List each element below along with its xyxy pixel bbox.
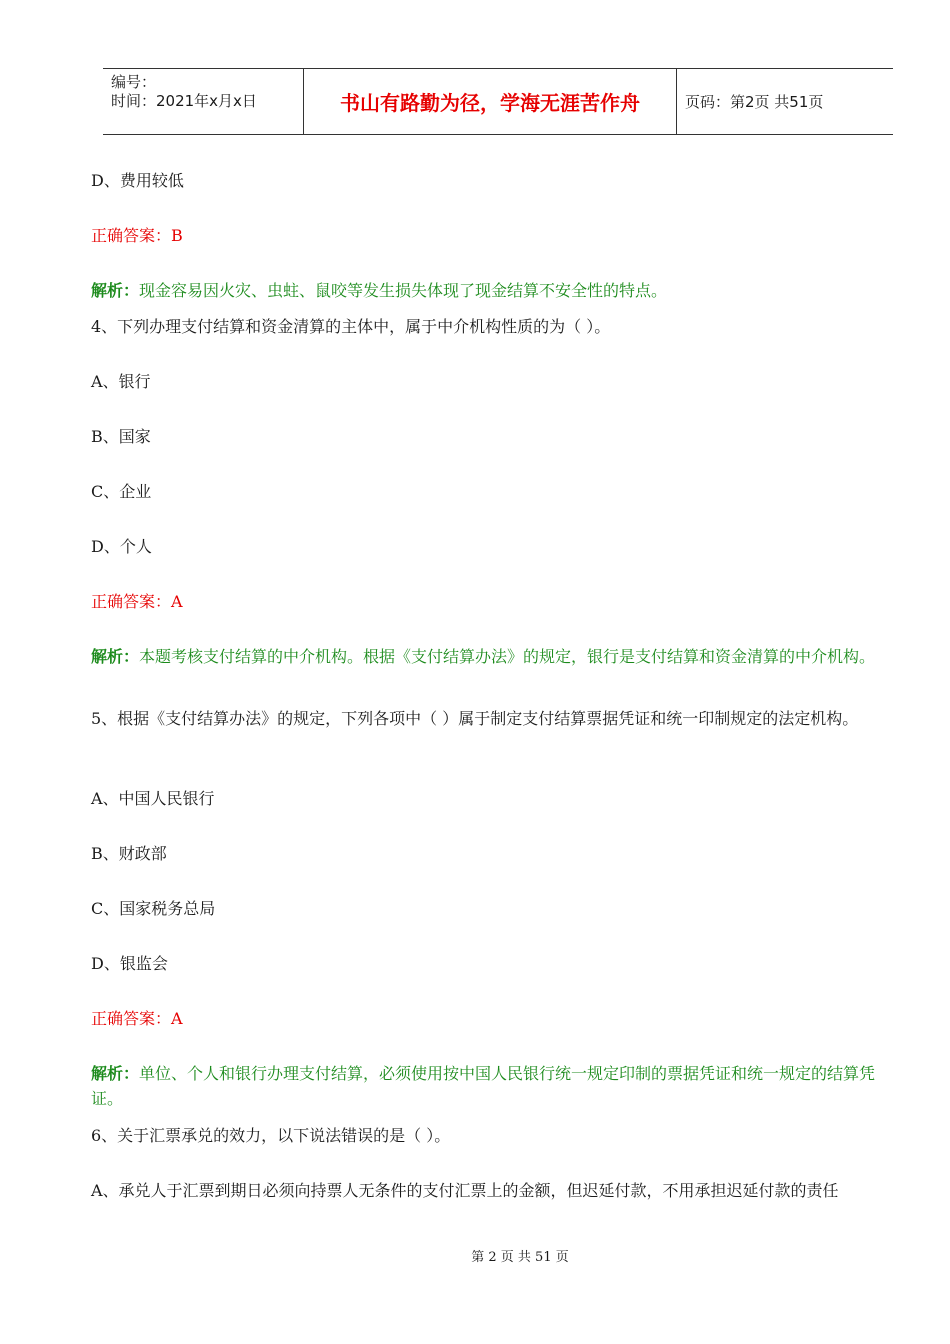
analysis-text: 单位、个人和银行办理支付结算，必须使用按中国人民银行统一规定印制的票据凭证和统一规定的结算凭证。 [91,1064,876,1108]
question-line: 5、根据《支付结算办法》的规定，下列各项中（ ）属于制定支付结算票据凭证和统一印制规定的法定机构。 [91,709,859,728]
option-line: C、企业 [91,482,152,501]
analysis-line [91,278,901,303]
answer-line: 正确答案：A [91,1009,183,1028]
answer-line: 正确答案：B [91,226,183,245]
page-header [103,68,893,135]
question-line: 4、下列办理支付结算和资金清算的主体中，属于中介机构性质的为（ ）。 [91,317,611,336]
option-line: A、承兑人于汇票到期日必须向持票人无条件的支付汇票上的金额，但迟延付款，不用承担迟延付款的责任 [91,1181,839,1200]
analysis-line [91,644,901,669]
analysis-label: 解析： [91,647,140,666]
question-line: 6、关于汇票承兑的效力，以下说法错误的是（ ）。 [91,1126,451,1145]
answer-line: 正确答案：A [91,592,183,611]
option-line: D、个人 [91,537,152,556]
option-line: D、银监会 [91,954,168,973]
header-meta [103,69,304,134]
option-line: B、财政部 [91,844,167,863]
analysis-text: 现金容易因火灾、虫蛀、鼠咬等发生损失体现了现金结算不安全性的特点。 [139,281,668,300]
page-footer: 第 2 页 共 51 页 [471,1250,569,1265]
analysis-label: 解析： [91,1064,140,1083]
option-line: C、国家税务总局 [91,899,216,918]
option-line: D、费用较低 [91,171,184,190]
number-label: 编号： [111,73,157,91]
header-motto: 书山有路勤为径，学海无涯苦作舟 [304,69,677,134]
option-line: A、中国人民银行 [91,789,215,808]
header-page-label: 页码：第2页 共51页 [685,93,824,111]
analysis-label: 解析： [91,281,140,300]
option-line: A、银行 [91,372,151,391]
time-label: 时间：2021年x月x日 [111,92,257,110]
analysis-line [91,1061,901,1111]
option-line: B、国家 [91,427,151,446]
analysis-text: 本题考核支付结算的中介机构。根据《支付结算办法》的规定，银行是支付结算和资金清算的中介机构。 [139,647,876,666]
